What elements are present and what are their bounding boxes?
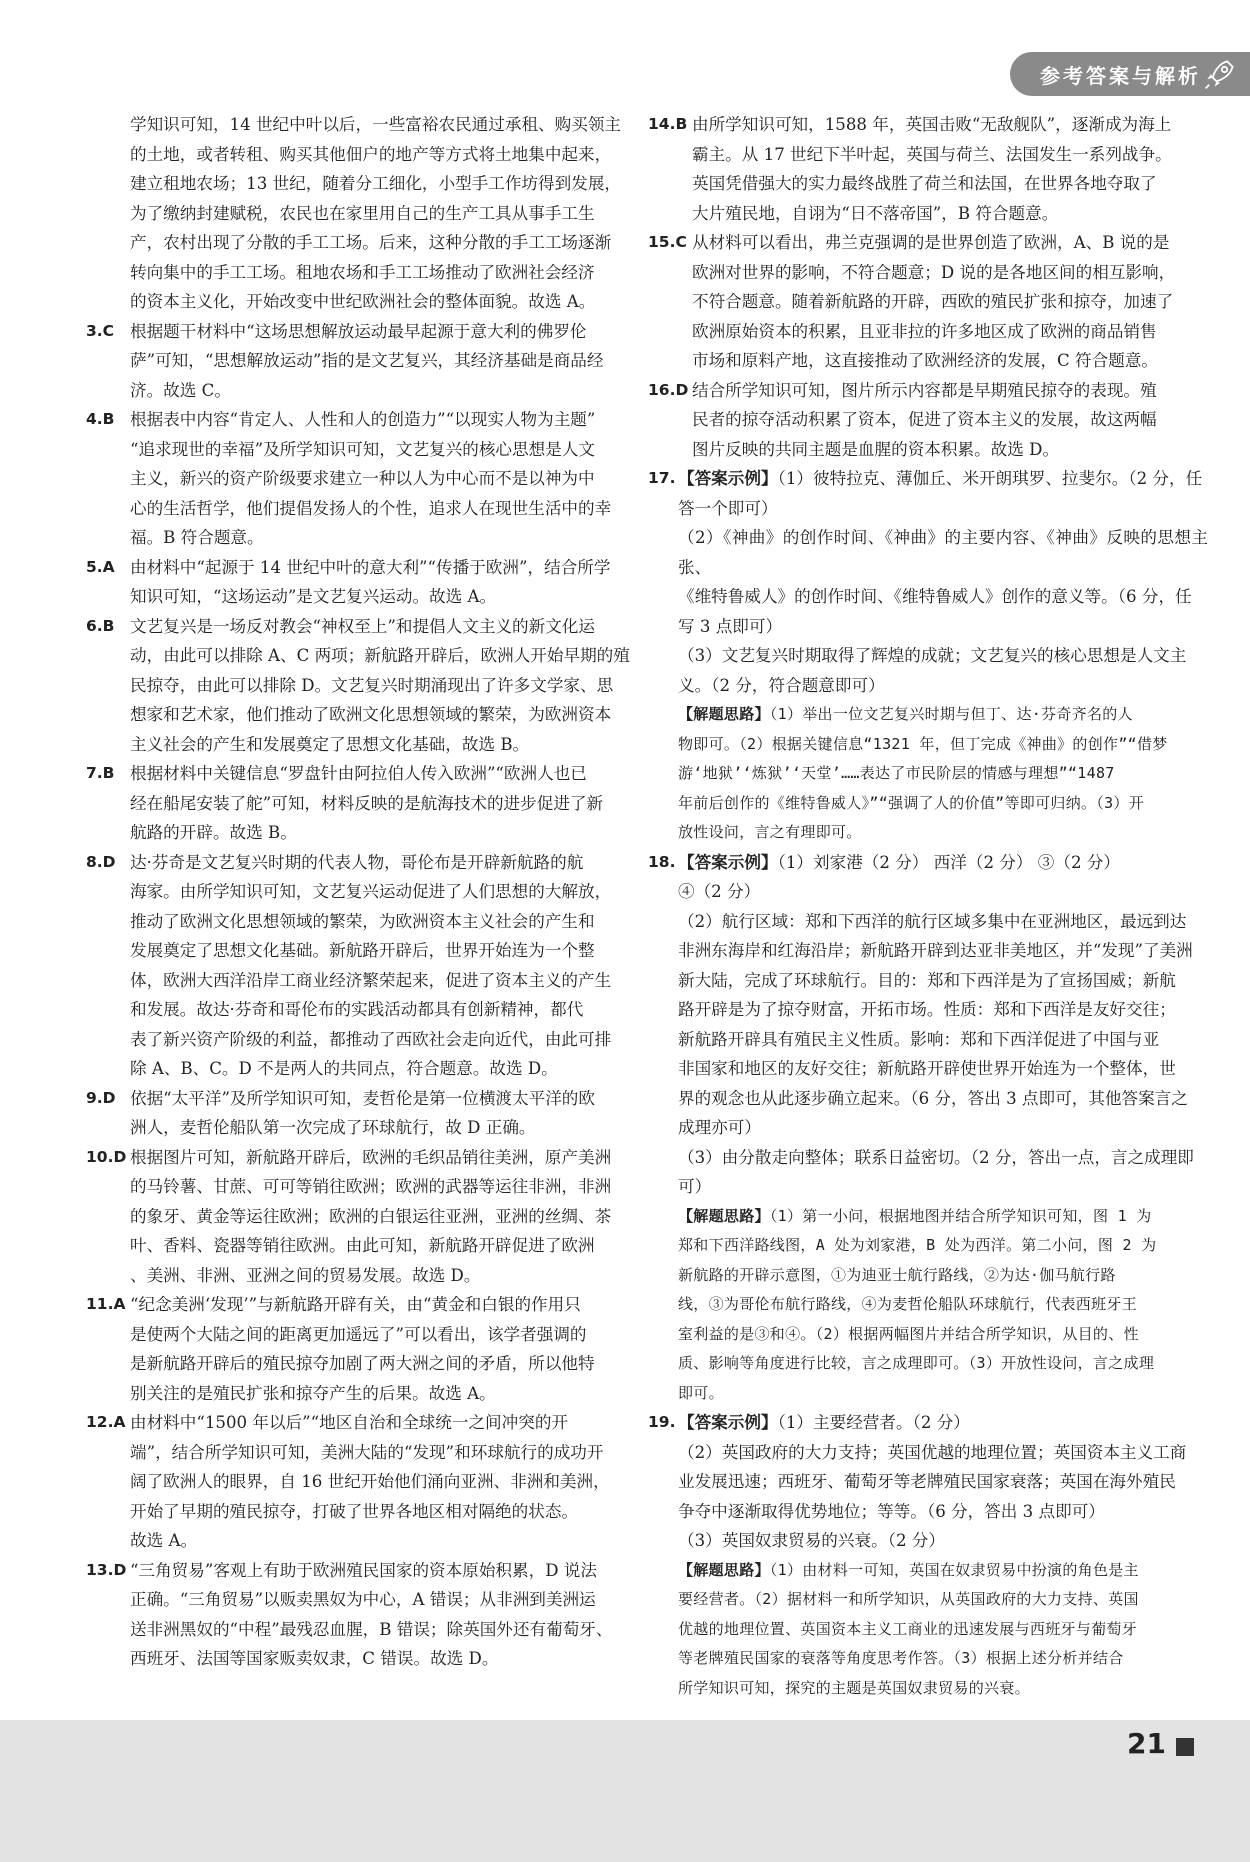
answer-line: 福。B 符合题意。 <box>130 528 264 547</box>
answer-number: 17. <box>648 469 676 487</box>
answer-line: 西班牙、法国等国家贩卖奴隶，C 错误。故选 D。 <box>130 1649 499 1668</box>
answer-line: 济。故选 C。 <box>130 380 231 400</box>
answer-number: 5.A <box>86 557 115 576</box>
answer-number: 18. <box>648 852 676 871</box>
page-number: 21 <box>1127 1727 1166 1760</box>
answer-item <box>86 1290 633 1320</box>
answer-line: 经在船尾安装了舵”可知，材料反映的是航海技术的进步促进了新 <box>130 793 604 813</box>
analysis-line: 年前后创作的《维特鲁威人》”“强调了人的价值”等即可归纳。（3）开 <box>678 793 1145 812</box>
answer-line: 主义，新兴的资产阶级要求建立一种以人为中心而不是以神为中 <box>130 469 595 488</box>
answer-item <box>648 110 1208 140</box>
answer-line: 别关注的是殖民扩张和掠夺产生的后果。故选 A。 <box>130 1383 496 1403</box>
answer-line: 洲人，麦哲伦船队第一次完成了环球航行，故 D 正确。 <box>130 1118 536 1137</box>
answer-line: 、美洲、非洲、亚洲之间的贸易发展。故选 D。 <box>130 1265 481 1285</box>
analysis-line: 等老牌殖民国家的衰落等角度思考作答。（3）根据上述分析并结合 <box>678 1649 1124 1667</box>
answer-line: “纪念美洲‘发现’”与新航路开辟有关，由“黄金和白银的作用只 <box>130 1295 581 1314</box>
answer-line: （3）文艺复兴时期取得了辉煌的成就；文艺复兴的核心思想是人文主 <box>678 646 1187 665</box>
answer-line: 推动了欧洲文化思想领域的繁荣，为欧洲资本主义社会的产生和 <box>130 911 595 931</box>
analysis-label: 【解题思路】 <box>678 1560 770 1579</box>
answer-line: 根据表中内容“肯定人、人性和人的创造力”“以现实人物为主题” <box>130 410 596 429</box>
answer-item-q18 <box>648 848 1208 878</box>
answer-text: （1）刘家港（2 分） 西洋（2 分） ③（2 分） <box>777 852 1120 872</box>
analysis-line: 优越的地理位置、英国资本主义工商业的迅速发展与西班牙与葡萄牙 <box>678 1619 1138 1638</box>
answer-line: 从材料可以看出，弗兰克强调的是世界创造了欧洲，A、B 说的是 <box>692 233 1170 252</box>
answer-line: 根据题干材料中“这场思想解放运动最早起源于意大利的佛罗伦 <box>130 321 587 341</box>
answer-line: （2）《神曲》的创作时间、《神曲》的主要内容、《神曲》反映的思想主张、 <box>678 528 1208 577</box>
header-tab <box>1010 52 1250 96</box>
answer-text: （1）彼特拉克、薄伽丘、米开朗琪罗、拉斐尔。（2 分，任 <box>777 469 1203 488</box>
answer-item <box>86 1556 633 1586</box>
analysis-line: 物即可。（2）根据关键信息“1321 年，但丁完成《神曲》的创作”“借梦 <box>678 734 1168 753</box>
answer-number: 10.D <box>86 1147 127 1166</box>
analysis-line: 线，③为哥伦布航行路线，④为麦哲伦船队环球航行，代表西班牙王 <box>678 1295 1138 1313</box>
answer-number: 8.D <box>86 852 116 871</box>
answer-line: 欧洲对世界的影响，不符合题意；D 说的是各地区间的相互影响， <box>692 262 1176 282</box>
answer-item <box>86 553 633 583</box>
analysis-line: 要经营者。（2）据材料一和所学知识，从英国政府的大力支持、英国 <box>678 1590 1139 1608</box>
answer-line: 的土地，或者转租、购买其他佃户的地产等方式将土地集中起来， <box>130 144 612 164</box>
answer-line: 故选 A。 <box>130 1531 198 1550</box>
analysis-text: （1）由材料一可知，英国在奴隶贸易中扮演的角色是主 <box>769 1560 1139 1579</box>
answer-line <box>678 1408 1208 1438</box>
answer-line: 《维特鲁威人》的创作时间、《维特鲁威人》创作的意义等。（6 分，任 <box>678 587 1192 606</box>
answer-item <box>648 228 1208 258</box>
answer-number: 3.C <box>86 321 115 340</box>
answer-line: 正确。“三角贸易”以贩卖黑奴为中心，A 错误；从非洲到美洲运 <box>130 1590 596 1609</box>
analysis-line: 游‘地狱’‘炼狱’‘天堂’……表达了市民阶层的情感与理想”“1487 <box>678 764 1115 782</box>
answer-line: 的资本主义化，开始改变中世纪欧洲社会的整体面貌。故选 A。 <box>130 292 596 311</box>
answer-item <box>86 759 633 789</box>
answer-line <box>678 464 1208 494</box>
answer-line: 义。（2 分，符合题意即可） <box>678 675 885 695</box>
answer-number: 7.B <box>86 764 115 782</box>
answer-line: 体，欧洲大西洋沿岸工商业经济繁荣起来，促进了资本主义的产生 <box>130 970 612 990</box>
analysis-line: 放性设问，言之有理即可。 <box>678 823 862 841</box>
answer-line: 学知识可知，14 世纪中叶以后，一些富裕农民通过承租、购买领主 <box>130 115 622 134</box>
analysis-line: 即可。 <box>678 1383 724 1402</box>
left-column <box>86 110 633 1674</box>
answer-item <box>86 1408 633 1438</box>
answer-line: 建立租地农场；13 世纪，随着分工细化，小型手工作坊得到发展， <box>130 174 622 193</box>
answer-number: 6.B <box>86 616 115 635</box>
answer-number: 11.A <box>86 1295 126 1313</box>
answer-number: 12.A <box>86 1413 126 1431</box>
answer-line: 主义社会的产生和发展奠定了思想文化基础，故选 B。 <box>130 734 530 754</box>
answer-line: 成理亦可） <box>678 1118 761 1137</box>
answer-line: （3）由分散走向整体；联系日益密切。（2 分，答出一点，言之成理即 <box>678 1147 1194 1167</box>
answer-item <box>86 317 633 347</box>
answer-example-tag: 【答案示例】 <box>678 852 778 872</box>
answer-number: 4.B <box>86 410 115 428</box>
answer-number: 15.C <box>648 233 687 251</box>
answer-line: 民者的掠夺活动积累了资本，促进了资本主义的发展，故这两幅 <box>692 410 1157 429</box>
answer-line: 除 A、B、C。D 不是两人的共同点，符合题意。故选 D。 <box>130 1059 558 1078</box>
right-column <box>648 110 1208 1703</box>
answer-line: 图片反映的共同主题是血腥的资本积累。故选 D。 <box>692 439 1060 459</box>
answer-line: 为了缴纳封建赋税，农民也在家里用自己的生产工具从事手工生 <box>130 203 595 223</box>
answer-line: “三角贸易”客观上有助于欧洲殖民国家的资本原始积累，D 说法 <box>130 1560 597 1580</box>
answer-line: 界的观念也从此逐步确立起来。（6 分，答出 3 点即可，其他答案言之 <box>678 1088 1188 1108</box>
answer-line: 争夺中逐渐取得优势地位；等等。（6 分，答出 3 点即可） <box>678 1501 1105 1521</box>
answer-item-q19 <box>648 1408 1208 1438</box>
answer-line: 发展奠定了思想文化基础。新航路开辟后，世界开始连为一个整 <box>130 941 595 960</box>
answer-line: 根据材料中关键信息“罗盘针由阿拉伯人传入欧洲”“欧洲人也已 <box>130 764 587 783</box>
answer-line: 由所学知识可知，1588 年，英国击败“无敌舰队”，逐渐成为海上 <box>692 115 1172 134</box>
analysis-label: 【解题思路】 <box>678 1206 770 1225</box>
answer-line: 不符合题意。随着新航路的开辟，西欧的殖民扩张和掠夺，加速了 <box>692 292 1174 311</box>
answer-line: 动，由此可以排除 A、C 两项；新航路开辟后，欧洲人开始早期的殖 <box>130 646 630 665</box>
answer-line <box>678 848 1208 878</box>
answer-line: 新大陆，完成了环球航行。目的：郑和下西洋是为了宣扬国威；新航 <box>678 970 1176 990</box>
answer-line: 写 3 点即可） <box>678 616 783 636</box>
answer-item <box>86 1143 633 1173</box>
answer-line: （2）英国政府的大力支持；英国优越的地理位置；英国资本主义工商 <box>678 1442 1187 1462</box>
answer-text: （1）主要经营者。（2 分） <box>777 1413 970 1432</box>
answer-line: 根据图片可知，新航路开辟后，欧洲的毛织品销往美洲，原产美洲 <box>130 1147 612 1167</box>
answer-line: 叶、香料、瓷器等销往欧洲。由此可知，新航路开辟促进了欧洲 <box>130 1236 595 1255</box>
analysis-line: 室利益的是③和④。（2）根据两幅图片并结合所学知识，从目的、性 <box>678 1324 1139 1343</box>
answer-line: 知识可知，“这场运动”是文艺复兴运动。故选 A。 <box>130 587 497 606</box>
answer-line: “追求现世的幸福”及所学知识可知，文艺复兴的核心思想是人文 <box>130 439 595 459</box>
analysis-line: 新航路的开辟示意图，①为迪亚士航行路线，②为达·伽马航行路 <box>678 1265 1116 1284</box>
footer-band <box>0 1720 1250 1862</box>
answer-line: 达·芬奇是文艺复兴时期的代表人物，哥伦布是开辟新航路的航 <box>130 852 584 872</box>
analysis-line: 郑和下西洋路线图，A 处为刘家港，B 处为西洋。第二小问，图 2 为 <box>678 1236 1157 1254</box>
header-title: 参考答案与解析 <box>1040 63 1201 88</box>
answer-line: 英国凭借强大的实力最终战胜了荷兰和法国，在世界各地夺取了 <box>692 174 1157 193</box>
answer-line: 文艺复兴是一场反对教会“神权至上”和提倡人文主义的新文化运 <box>130 616 595 636</box>
answer-line: 转向集中的手工工场。租地农场和手工工场推动了欧洲社会经济 <box>130 262 595 282</box>
answer-item <box>86 405 633 435</box>
answer-line: 依据“太平洋”及所学知识可知，麦哲伦是第一位横渡太平洋的欧 <box>130 1088 595 1108</box>
analysis-line <box>648 1556 1208 1586</box>
answer-line: 是新航路开辟后的殖民掠夺加剧了两大洲之间的矛盾，所以他特 <box>130 1354 595 1373</box>
answer-line: 欧洲原始资本的积累，且亚非拉的许多地区成了欧洲的商品销售 <box>692 321 1157 341</box>
answer-line: 航路的开辟。故选 B。 <box>130 823 297 842</box>
answer-line: （2）航行区域：郑和下西洋的航行区域多集中在亚洲地区，最远到达 <box>678 911 1187 931</box>
answer-line: 海家。由所学知识可知，文艺复兴运动促进了人们思想的大解放， <box>130 882 612 901</box>
analysis-line: 质、影响等角度进行比较，言之成理即可。（3）开放性设问，言之成理 <box>678 1354 1155 1372</box>
answer-item-q17 <box>648 464 1208 494</box>
answer-line: 心的生活哲学，他们提倡发扬人的个性，追求人在现世生活中的幸 <box>130 498 612 518</box>
page-marker <box>1176 1738 1194 1756</box>
rocket-icon <box>1202 56 1238 92</box>
answer-line: 结合所学知识可知，图片所示内容都是早期殖民掠夺的表现。殖 <box>692 380 1157 400</box>
answer-item <box>86 612 633 642</box>
analysis-text: （1）举出一位文艺复兴时期与但丁、达·芬奇齐名的人 <box>769 705 1133 723</box>
answer-line: 是使两个大陆之间的距离更加遥远了”可以看出，该学者强调的 <box>130 1324 587 1344</box>
answer-line: 的象牙、黄金等运往欧洲；欧洲的白银运往亚洲，亚洲的丝绸、茶 <box>130 1206 612 1226</box>
answer-line: 开始了早期的殖民掠夺，打破了世界各地区相对隔绝的状态。 <box>130 1501 579 1521</box>
answer-line: 市场和原料产地，这直接推动了欧洲经济的发展，C 符合题意。 <box>692 351 1159 370</box>
answer-line: 和发展。故达·芬奇和哥伦布的实践活动都具有创新精神，都代 <box>130 1000 584 1019</box>
answer-line: 非国家和地区的友好交往；新航路开辟使世界开始连为一个整体，世 <box>678 1059 1176 1078</box>
analysis-line <box>648 700 1208 730</box>
answer-line: （3）英国奴隶贸易的兴衰。（2 分） <box>678 1531 945 1550</box>
answer-line: 阔了欧洲人的眼界，自 16 世纪开始他们涌向亚洲、非洲和美洲， <box>130 1472 610 1491</box>
answer-line: 送非洲黑奴的“中程”最残忍血腥，B 错误；除英国外还有葡萄牙、 <box>130 1619 613 1639</box>
answer-item <box>86 848 633 878</box>
answer-line: 由材料中“1500 年以后”“地区自治和全球统一之间冲突的开 <box>130 1413 569 1432</box>
answer-line: 想家和艺术家，他们推动了欧洲文化思想领域的繁荣，为欧洲资本 <box>130 705 612 724</box>
answer-number: 9.D <box>86 1088 116 1107</box>
answer-line: 业发展迅速；西班牙、葡萄牙等老牌殖民国家衰落；英国在海外殖民 <box>678 1472 1176 1491</box>
answer-number: 16.D <box>648 380 689 399</box>
answer-item <box>648 376 1208 406</box>
answer-line: 民掠夺，由此可以排除 D。文艺复兴时期涌现出了许多文学家、思 <box>130 675 614 695</box>
answer-line: 萨”可知，“思想解放运动”指的是文艺复兴，其经济基础是商品经 <box>130 351 604 370</box>
analysis-line: 所学知识可知，探究的主题是英国奴隶贸易的兴衰。 <box>678 1678 1030 1697</box>
answer-number: 14.B <box>648 115 688 133</box>
answer-line: 由材料中“起源于 14 世纪中叶的意大利”“传播于欧洲”，结合所学 <box>130 557 611 577</box>
answer-line: 大片殖民地，自诩为“日不落帝国”，B 符合题意。 <box>692 203 1059 223</box>
answer-line: ④（2 分） <box>678 882 761 901</box>
answer-line: 新航路开辟具有殖民主义性质。影响：郑和下西洋促进了中国与亚 <box>678 1029 1160 1049</box>
answer-line: 霸主。从 17 世纪下半叶起，英国与荷兰、法国发生一系列战争。 <box>692 144 1172 164</box>
answer-item <box>86 1084 633 1114</box>
answer-line: 产，农村出现了分散的手工工场。后来，这种分散的手工工场逐渐 <box>130 233 612 252</box>
answer-example-tag: 【答案示例】 <box>678 1413 778 1432</box>
analysis-line <box>648 1202 1208 1232</box>
answer-line: 可） <box>678 1177 712 1196</box>
answer-line: 端”，结合所学知识可知，美洲大陆的“发现”和环球航行的成功开 <box>130 1442 604 1462</box>
answer-number: 19. <box>648 1413 676 1431</box>
answer-line: 路开辟是为了掠夺财富，开拓市场。性质：郑和下西洋是友好交往； <box>678 1000 1176 1019</box>
analysis-text: （1）第一小问，根据地图并结合所学知识可知，图 1 为 <box>769 1206 1152 1225</box>
answer-line: 非洲东海岸和红海沿岸；新航路开辟到达亚非美地区，并“发现”了美洲 <box>678 941 1193 960</box>
answer-line: 的马铃薯、甘蔗、可可等销往欧洲；欧洲的武器等运往非洲，非洲 <box>130 1177 612 1196</box>
answer-line: 答一个即可） <box>678 498 778 518</box>
answer-number: 13.D <box>86 1560 127 1579</box>
analysis-label: 【解题思路】 <box>678 705 770 723</box>
answer-line: 表了新兴资产阶级的利益，都推动了西欧社会走向近代，由此可排 <box>130 1029 612 1049</box>
answer-example-tag: 【答案示例】 <box>678 469 778 488</box>
